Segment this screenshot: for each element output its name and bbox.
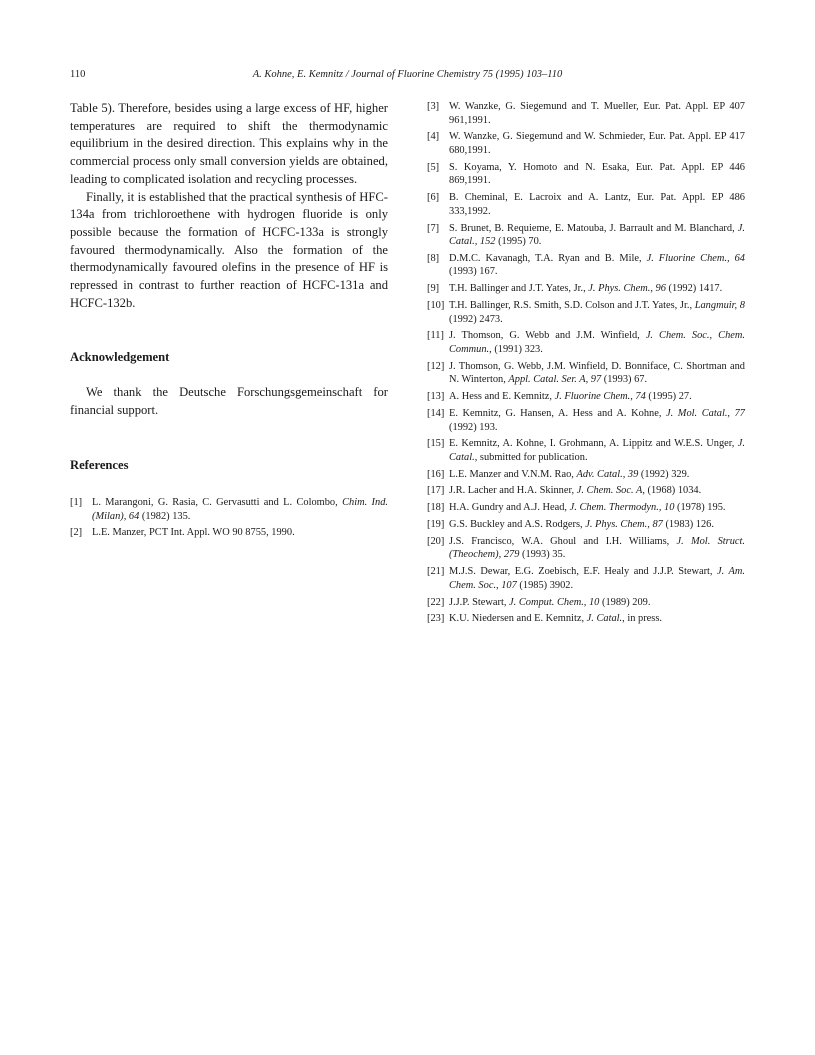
reference-number: [3] (427, 101, 440, 112)
reference-number: [23] (427, 613, 445, 625)
reference-text: J.S. Francisco, W.A. Ghoul and I.H. Williams, J. Mol. Struct. (Theochem), 279 (1993) 35. (449, 535, 745, 561)
reference-item (427, 299, 745, 326)
reference-item (427, 252, 745, 279)
reference-number: [20] (427, 535, 445, 547)
reference-text: S. Koyama, Y. Homoto and N. Esaka, Eur. Pat. Appl. EP 446 869,1991. (449, 161, 745, 187)
reference-item (427, 329, 745, 356)
reference-number: [12] (427, 360, 445, 372)
reference-number: [18] (427, 502, 445, 514)
reference-item (427, 100, 745, 127)
reference-number: [5] (427, 161, 440, 173)
reference-number: [17] (427, 485, 445, 497)
reference-text: J. Thomson, G. Webb and J.M. Winfield, J. Chem. Soc., Chem. Commun., (1991) 323. (449, 330, 745, 355)
reference-number: [7] (427, 222, 440, 234)
body-paragraph-2: Finally, it is established that the practical synthesis of HFC-134a from trichloroethene with hydrogen fluoride is only possible because the formation of HCFC-133a is strongly favoured thermodynamically. Also the formation of the thermodynamically favoured olefins in the presence of HF is repressed in contrast to further reaction of HCFC-131a and HCFC-132b. (70, 189, 388, 310)
reference-number: [1] (70, 497, 83, 508)
reference-number: [22] (427, 596, 445, 608)
reference-list-right (427, 100, 745, 629)
reference-text: E. Kemnitz, G. Hansen, A. Hess and A. Kohne, J. Mol. Catal., 77 (1992) 193. (449, 407, 745, 433)
reference-item (427, 130, 745, 157)
reference-item (427, 518, 745, 532)
reference-text: W. Wanzke, G. Siegemund and T. Mueller, Eur. Pat. Appl. EP 407 961,1991. (449, 101, 745, 126)
reference-item (427, 222, 745, 249)
reference-item (427, 596, 745, 610)
reference-list-left (70, 496, 388, 543)
reference-item (70, 496, 388, 523)
running-title: A. Kohne, E. Kemnitz / Journal of Fluorine Chemistry 75 (1995) 103–110 (252, 69, 563, 80)
reference-item (427, 282, 745, 296)
reference-item (427, 161, 745, 188)
reference-number: [19] (427, 519, 445, 531)
reference-item (427, 390, 745, 404)
reference-item (427, 612, 745, 626)
reference-number: [11] (427, 330, 444, 342)
reference-number: [2] (70, 527, 83, 539)
body-paragraph-1: Table 5). Therefore, besides using a large excess of HF, higher temperatures are required to shift the thermodynamic equilibrium in the desired direction. This explains why in the commercial process only small conversion yields are obtained, leading to complicated isolation and recycling processes. (70, 101, 388, 186)
reference-text: W. Wanzke, G. Siegemund and W. Schmieder, Eur. Pat. Appl. EP 417 680,1991. (449, 131, 745, 156)
reference-number: [15] (427, 438, 445, 450)
acknowledgement-text: We thank the Deutsche Forschungsgemeinschaft for financial support. (70, 385, 388, 417)
reference-item (427, 565, 745, 592)
reference-text: L.E. Manzer and V.N.M. Rao, Adv. Catal., 39 (1992) 329. (449, 468, 690, 480)
reference-number: [9] (427, 283, 440, 295)
reference-item (70, 526, 388, 540)
reference-number: [10] (427, 300, 445, 312)
page-header (70, 69, 745, 83)
reference-text: H.A. Gundry and A.J. Head, J. Chem. Thermodyn., 10 (1978) 195. (449, 502, 726, 514)
reference-number: [13] (427, 391, 445, 403)
reference-item (427, 535, 745, 562)
page-number: 110 (70, 69, 86, 80)
reference-item (427, 468, 745, 482)
reference-number: [14] (427, 407, 445, 419)
acknowledgement-heading: Acknowledgement (70, 350, 170, 365)
reference-number: [21] (427, 566, 445, 578)
reference-text: B. Cheminal, E. Lacroix and A. Lantz, Eur. Pat. Appl. EP 486 333,1992. (449, 192, 745, 217)
reference-text: M.J.S. Dewar, E.G. Zoebisch, E.F. Healy and J.J.P. Stewart, J. Am. Chem. Soc., 107 (1985) 3902. (449, 566, 745, 591)
reference-text: K.U. Niedersen and E. Kemnitz, J. Catal., in press. (449, 613, 662, 625)
reference-number: [16] (427, 468, 445, 480)
reference-text: T.H. Ballinger and J.T. Yates, Jr., J. Phys. Chem., 96 (1992) 1417. (449, 283, 723, 295)
reference-text: G.S. Buckley and A.S. Rodgers, J. Phys. Chem., 87 (1983) 126. (449, 519, 714, 531)
reference-text: J.R. Lacher and H.A. Skinner, J. Chem. Soc. A, (1968) 1034. (449, 485, 702, 497)
reference-text: L. Marangoni, G. Rasia, C. Gervasutti and L. Colombo, Chim. Ind. (Milan), 64 (1982) 135. (92, 497, 388, 522)
left-column (70, 100, 388, 474)
reference-item (427, 191, 745, 218)
reference-text: S. Brunet, B. Requieme, E. Matouba, J. Barrault and M. Blanchard, J. Catal., 152 (1995) 70. (449, 222, 745, 248)
reference-item (427, 360, 745, 387)
reference-text: D.M.C. Kavanagh, T.A. Ryan and B. Mile, J. Fluorine Chem., 64 (1993) 167. (449, 252, 745, 278)
reference-item (427, 484, 745, 498)
reference-number: [6] (427, 192, 440, 204)
reference-text: J.J.P. Stewart, J. Comput. Chem., 10 (1989) 209. (449, 596, 651, 608)
reference-item (427, 437, 745, 464)
reference-text: E. Kemnitz, A. Kohne, I. Grohmann, A. Lippitz and W.E.S. Unger, J. Catal., submitted for publication. (449, 438, 745, 463)
reference-text: L.E. Manzer, PCT Int. Appl. WO 90 8755, 1990. (92, 527, 295, 539)
reference-text: J. Thomson, G. Webb, J.M. Winfield, D. Bonniface, C. Shortman and N. Winterton, Appl. Catal. Ser. A, 97 (1993) 67. (449, 360, 745, 386)
reference-text: T.H. Ballinger, R.S. Smith, S.D. Colson and J.T. Yates, Jr., Langmuir, 8 (1992) 2473. (449, 300, 745, 325)
reference-number: [8] (427, 252, 440, 264)
reference-text: A. Hess and E. Kemnitz, J. Fluorine Chem., 74 (1995) 27. (449, 391, 692, 403)
reference-number: [4] (427, 131, 440, 143)
reference-item (427, 501, 745, 515)
reference-item (427, 407, 745, 434)
references-heading: References (70, 457, 129, 472)
